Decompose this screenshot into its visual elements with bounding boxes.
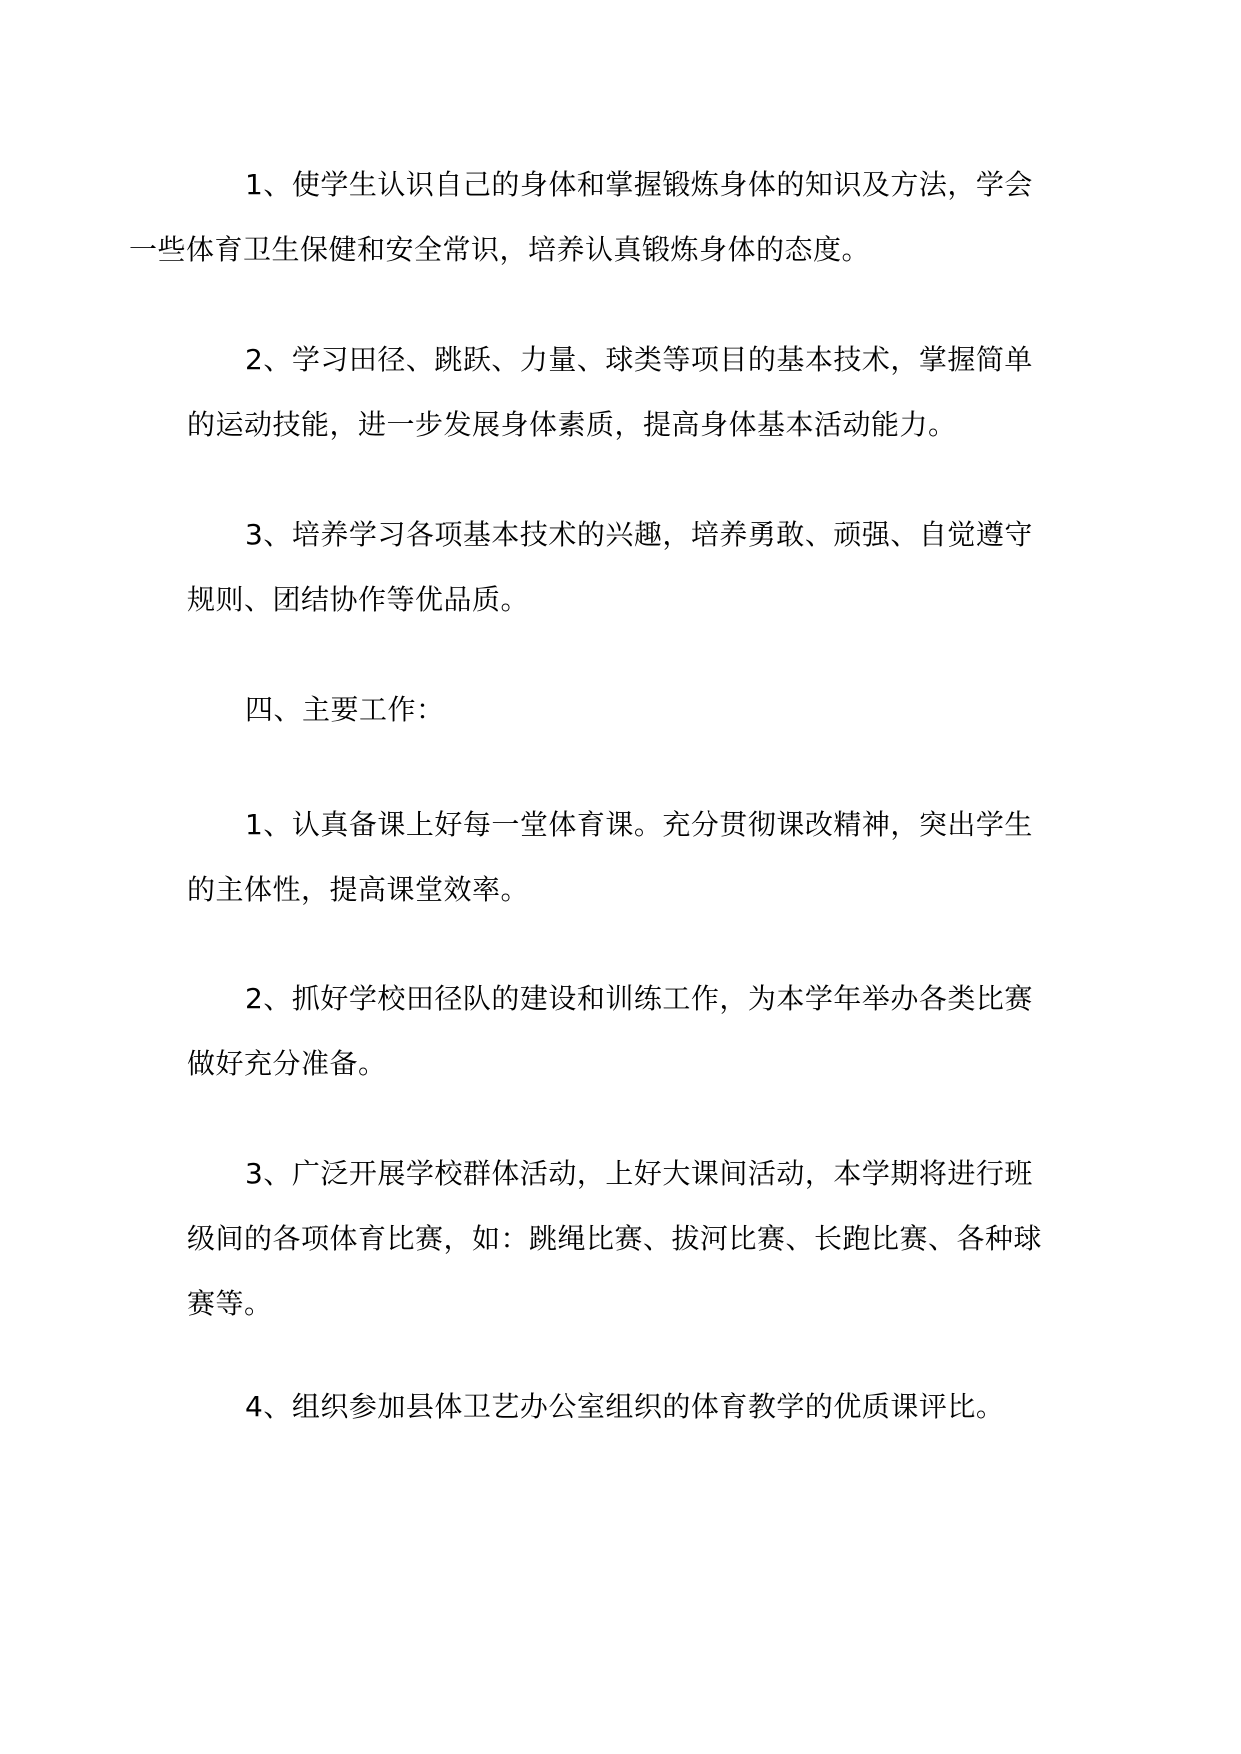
text-line: 一些体育卫生保健和安全常识，培养认真锻炼身体的态度。	[129, 233, 871, 266]
text-line: 4、组织参加县体卫艺办公室组织的体育教学的优质课评比。	[245, 1390, 1005, 1423]
text-line: 1、认真备课上好每一堂体育课。充分贯彻课改精神，突出学生	[245, 808, 1033, 841]
text-line: 做好充分准备。	[187, 1047, 387, 1080]
goal-paragraph-3	[187, 502, 1057, 632]
text-line: 2、抓好学校田径队的建设和训练工作，为本学年举办各类比赛	[245, 982, 1033, 1015]
work-paragraph-1	[187, 792, 1057, 922]
text-line: 1、使学生认识自己的身体和掌握锻炼身体的知识及方法，学会	[245, 168, 1033, 201]
work-paragraph-2	[187, 966, 1057, 1096]
text-line: 2、学习田径、跳跃、力量、球类等项目的基本技术，掌握简单	[245, 343, 1033, 376]
goal-paragraph-2	[187, 327, 1057, 457]
text-line: 的运动技能，进一步发展身体素质，提高身体基本活动能力。	[187, 408, 957, 441]
text-line: 3、培养学习各项基本技术的兴趣，培养勇敢、顽强、自觉遵守	[245, 518, 1033, 551]
work-paragraph-3	[187, 1141, 1057, 1336]
work-paragraph-4	[187, 1374, 1057, 1439]
text-line: 级间的各项体育比赛，如：跳绳比赛、拔河比赛、长跑比赛、各种球	[187, 1222, 1043, 1255]
text-line: 赛等。	[187, 1287, 273, 1320]
text-line: 规则、团结协作等优品质。	[187, 583, 530, 616]
text-line: 3、广泛开展学校群体活动，上好大课间活动，本学期将进行班	[245, 1157, 1033, 1190]
text-line: 四、主要工作：	[245, 693, 445, 726]
goal-paragraph-1	[129, 152, 1057, 282]
text-line: 的主体性，提高课堂效率。	[187, 873, 530, 906]
section-heading-main-work	[187, 677, 1057, 742]
